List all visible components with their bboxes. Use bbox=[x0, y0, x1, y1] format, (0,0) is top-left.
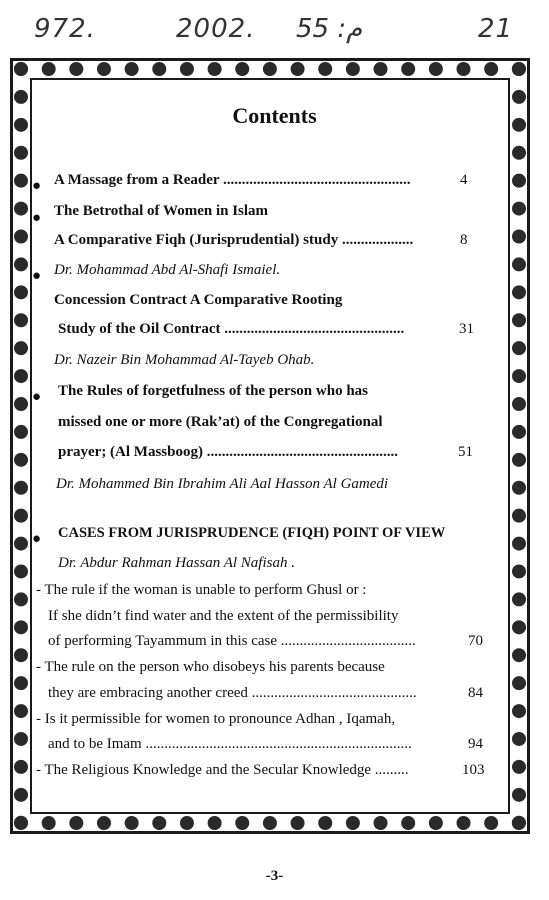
handwritten-note-4: 21 bbox=[478, 14, 514, 44]
entry-title: CASES FROM JURISPRUDENCE (FIQH) POINT OF VIEW bbox=[58, 525, 446, 541]
handwritten-note-2: 2002. bbox=[176, 14, 256, 44]
sub-item-title-cont: and to be Imam ....................................................................... bbox=[48, 736, 412, 752]
page-title: Contents bbox=[232, 103, 317, 128]
sub-item-title-cont: of performing Tayammum in this case .................................... bbox=[48, 633, 416, 649]
sub-item-title-cont: If she didn’t find water and the extent of the permissibility bbox=[48, 608, 399, 624]
sub-item-title: - The rule if the woman is unable to perform Ghusl or : bbox=[36, 582, 367, 598]
page-number: -3- bbox=[265, 868, 284, 884]
handwritten-note-1: 972. bbox=[34, 14, 96, 44]
entry-title: The Rules of forgetfulness of the person who has bbox=[58, 383, 369, 399]
entry-author: Dr. Nazeir Bin Mohammad Al-Tayeb Ohab. bbox=[54, 352, 315, 368]
entry-title: A Massage from a Reader .................................................. bbox=[54, 172, 411, 188]
entry-title-cont: Study of the Oil Contract ................................................ bbox=[58, 321, 405, 337]
sub-item-title: - The rule on the person who disobeys his parents because bbox=[36, 659, 385, 675]
sub-item-title: - Is it permissible for women to pronounce Adhan , Iqamah, bbox=[36, 711, 396, 727]
entry-author: Dr. Abdur Rahman Hassan Al Nafisah . bbox=[58, 555, 295, 571]
entry-page: 8 bbox=[460, 232, 468, 248]
sub-item-page: 70 bbox=[468, 633, 483, 649]
bullet-icon: ● bbox=[32, 178, 42, 194]
entry-page: 31 bbox=[459, 321, 474, 337]
bullet-icon: ● bbox=[32, 268, 42, 284]
bullet-icon: ● bbox=[32, 210, 42, 226]
entry-title: The Betrothal of Women in Islam bbox=[54, 203, 269, 219]
sub-item-page: 94 bbox=[468, 736, 483, 752]
entry-title-cont: missed one or more (Rak’at) of the Congregational bbox=[58, 414, 383, 430]
entry-author: Dr. Mohammad Abd Al-Shafi Ismaiel. bbox=[54, 262, 281, 278]
entry-page: 51 bbox=[458, 444, 473, 460]
sub-item-title: - The Religious Knowledge and the Secular Knowledge ......... bbox=[36, 762, 409, 778]
entry-title: Concession Contract A Comparative Rooting bbox=[54, 292, 343, 308]
entry-page: 4 bbox=[460, 172, 468, 188]
sub-item-page: 103 bbox=[462, 762, 485, 778]
entry-author: Dr. Mohammed Bin Ibrahim Ali Aal Hasson Al Gamedi bbox=[56, 476, 389, 492]
handwritten-note-3: م: 55 bbox=[296, 14, 363, 44]
bullet-icon: ● bbox=[32, 389, 42, 405]
sub-item-title-cont: they are embracing another creed ............................................ bbox=[48, 685, 417, 701]
sub-item-page: 84 bbox=[468, 685, 483, 701]
bullet-icon: ● bbox=[32, 531, 42, 547]
entry-title-cont: A Comparative Fiqh (Jurisprudential) study ................... bbox=[54, 232, 414, 248]
entry-title-cont: prayer; (Al Massboog) ................................................... bbox=[58, 444, 398, 460]
